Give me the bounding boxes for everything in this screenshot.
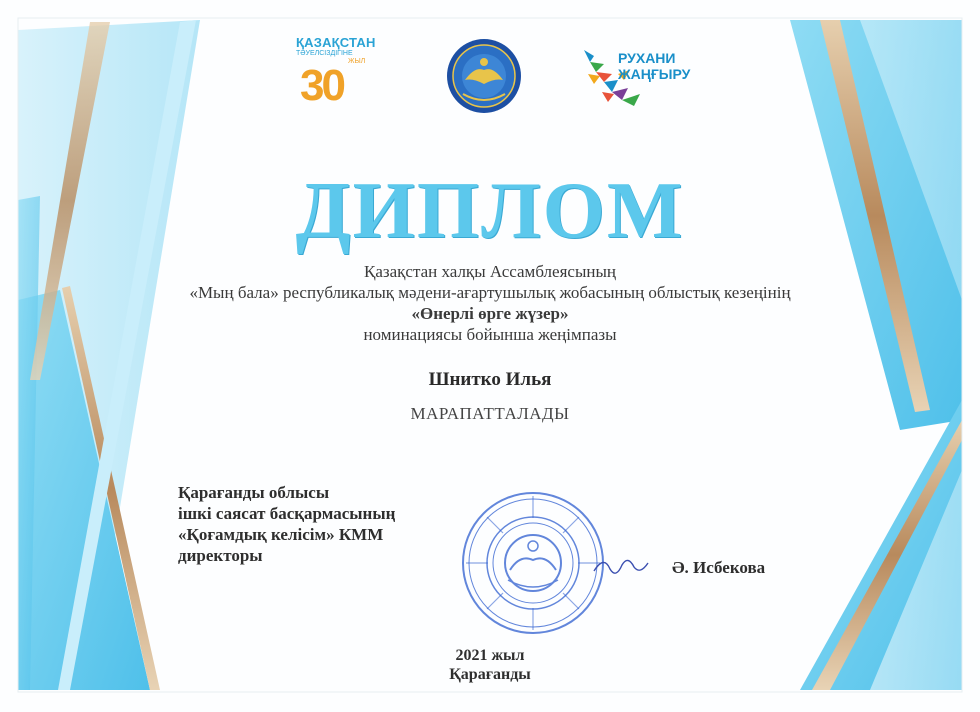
body-line1: Қазақстан халқы Ассамблеясының	[364, 262, 616, 281]
org-line2: ішкі саясат басқармасының	[178, 504, 396, 523]
emblem-icon	[445, 36, 523, 116]
diploma-title: ДИПЛОМ	[295, 167, 685, 255]
award-text: МАРАПАТТАЛАДЫ	[410, 404, 570, 423]
organization-block	[178, 482, 478, 566]
footer-city: Қарағанды	[449, 666, 531, 683]
footer-year: 2021 жыл	[455, 647, 525, 664]
independence-30-logo	[296, 35, 376, 116]
rukhani-line1: РУХАНИ	[618, 50, 676, 66]
logo-30-number: 30	[300, 61, 343, 110]
footer-block	[0, 646, 980, 684]
logo-30-line3: ЖЫЛ	[348, 58, 366, 65]
nomination-title: «Өнерлі өрге жүзер»	[411, 304, 569, 323]
logo-30-line1: ҚАЗАҚСТАН	[296, 35, 376, 50]
body-line4: номинациясы бойынша жеңімпазы	[363, 325, 617, 344]
org-line4: директоры	[178, 546, 263, 565]
rukhani-zhangyru-logo	[582, 40, 712, 116]
rukhani-line2: ЖАҢҒЫРУ	[618, 66, 691, 82]
official-stamp-icon	[458, 488, 608, 638]
handwritten-signature	[590, 545, 650, 585]
org-line1: Қарағанды облысы	[178, 483, 330, 502]
org-line3: «Қоғамдық келісім» КММ	[178, 525, 384, 544]
body-line2: «Мың бала» республикалық мәдени-ағартушылық жобасының облыстық кезеңінің	[189, 283, 791, 302]
recipient-name: Шнитко Илья	[428, 369, 552, 390]
logo-30-line2: ТӘУЕЛСІЗДІГІНЕ	[296, 50, 353, 57]
signer-name: Ә. Исбекова	[672, 558, 766, 577]
